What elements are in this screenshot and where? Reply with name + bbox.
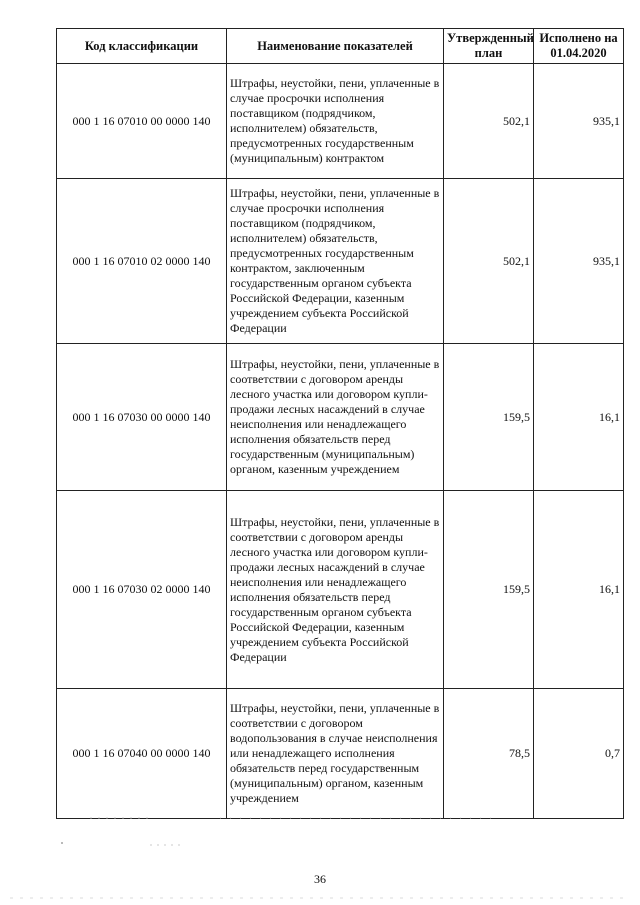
executed-value: 16,1 — [534, 344, 624, 491]
approved-plan-value: 78,5 — [444, 689, 534, 819]
executed-value: 0,7 — [534, 689, 624, 819]
classification-code: 000 1 16 07030 00 0000 140 — [57, 344, 227, 491]
approved-plan-value: 159,5 — [444, 491, 534, 689]
indicator-name: Штрафы, неустойки, пени, уплаченные в соответствии с договором водопользования в случае неисполнения или ненадлежащего исполнения обязательств перед государственным (муниципальным) органом, казенным учреждением — [227, 689, 444, 819]
classification-code: 000 1 16 07040 00 0000 140 — [57, 689, 227, 819]
executed-value: 16,1 — [534, 491, 624, 689]
header-plan: Утвержденный план — [444, 29, 534, 64]
header-code: Код классификации — [57, 29, 227, 64]
page-number: 36 — [314, 872, 326, 886]
executed-value: 935,1 — [534, 179, 624, 344]
header-name: Наименование показателей — [227, 29, 444, 64]
approved-plan-value: 502,1 — [444, 179, 534, 344]
classification-code: 000 1 16 07010 02 0000 140 — [57, 179, 227, 344]
classification-code: 000 1 16 07030 02 0000 140 — [57, 491, 227, 689]
indicator-name: Штрафы, неустойки, пени, уплаченные в случае просрочки исполнения поставщиком (подрядчиком, исполнителем) обязательств, предусмотренных государственным (муниципальным) контрактом — [227, 64, 444, 179]
header-executed: Исполнено на 01.04.2020 — [534, 29, 624, 64]
executed-value: 935,1 — [534, 64, 624, 179]
classification-code: 000 1 16 07010 00 0000 140 — [57, 64, 227, 179]
indicator-name: Штрафы, неустойки, пени, уплаченные в соответствии с договором аренды лесного участка или договором купли-продажи лесных насаждений в случае неисполнения или ненадлежащего исполнения обязательств перед государственным (муниципальным) органом, казенным учреждением — [227, 344, 444, 491]
approved-plan-value: 502,1 — [444, 64, 534, 179]
indicator-name: Штрафы, неустойки, пени, уплаченные в случае просрочки исполнения поставщиком (подрядчиком, исполнителем) обязательств, предусмотренных государственным контрактом, заключенным государственным органом субъекта Российской Федерации, казенным учреждением субъекта Российской Федерации — [227, 179, 444, 344]
indicator-name: Штрафы, неустойки, пени, уплаченные в соответствии с договором аренды лесного участка или договором купли-продажи лесных насаждений в случае неисполнения или ненадлежащего исполнения обязательств перед государственным органом субъекта Российской Федерации, казенным учреждением субъекта Российской Федерации — [227, 491, 444, 689]
approved-plan-value: 159,5 — [444, 344, 534, 491]
